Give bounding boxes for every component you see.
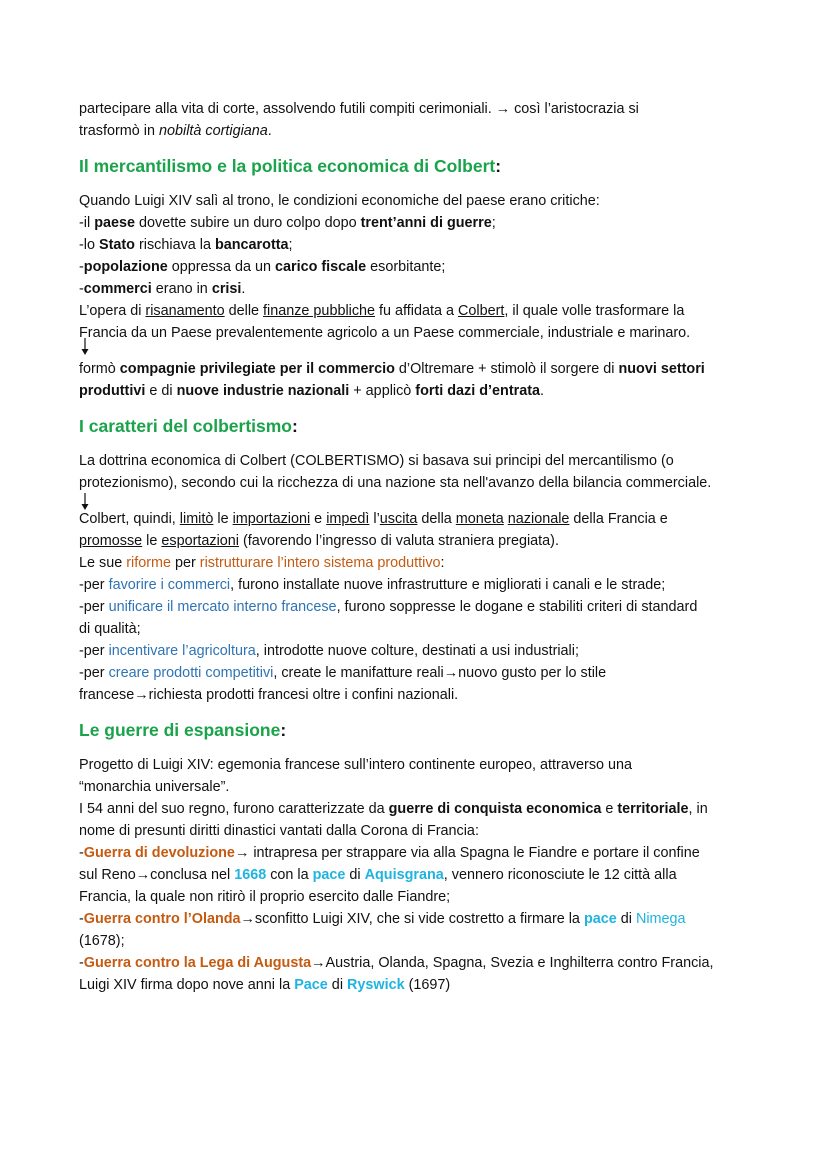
text: -lo	[79, 237, 99, 253]
text: , il quale volle trasformare la	[504, 303, 685, 319]
highlight-text: favorire i commerci	[108, 577, 231, 593]
heading-colon: :	[280, 720, 287, 740]
text: (1697)	[404, 977, 451, 993]
bold-text: bancarotta	[214, 237, 289, 253]
text: di	[345, 867, 365, 883]
text: l’	[369, 511, 380, 527]
highlight-text: incentivare l’agricoltura	[108, 643, 256, 659]
text: La dottrina economica di Colbert (COLBERTISMO) si basava sui principi del mercantilismo (o	[79, 453, 674, 469]
text: Colbert, quindi,	[79, 511, 180, 527]
text: -	[79, 845, 84, 861]
text: -per	[79, 643, 109, 659]
text: -	[79, 259, 84, 275]
colbertismo-paragraph	[79, 450, 759, 494]
text: →Austria, Olanda, Spagna, Svezia e Inghilterra contro Francia,	[311, 955, 714, 971]
text: , furono installate nuove infrastrutture e migliorati i canali e le strade;	[230, 577, 666, 593]
bold-text: Stato	[99, 237, 135, 253]
text: .	[540, 383, 545, 399]
highlight-text: ristrutturare l’intero sistema produttivo	[199, 555, 441, 571]
text: -per	[79, 599, 109, 615]
text: per	[171, 555, 200, 571]
text: sul Reno→conclusa nel	[79, 867, 235, 883]
text: d’Oltremare + stimolò il sorgere di	[394, 361, 619, 377]
underlined-text: uscita	[379, 511, 418, 527]
text: -il	[79, 215, 95, 231]
guerre-paragraph	[79, 754, 759, 996]
text: (1678);	[79, 933, 125, 949]
text: I 54 anni del suo regno, furono caratterizzate da	[79, 801, 389, 817]
intro-paragraph	[79, 98, 759, 142]
text: e	[601, 801, 618, 817]
text: ;	[288, 237, 293, 253]
war-name: Guerra contro la Lega di Augusta	[83, 955, 312, 971]
highlight-text: pace	[583, 911, 617, 927]
text: della Francia e	[569, 511, 668, 527]
text: , create le manifatture reali→nuovo gusto per lo stile	[273, 665, 607, 681]
underlined-text: impedì	[326, 511, 370, 527]
highlight-text: Ryswick	[347, 977, 405, 993]
highlight-text: Pace	[294, 977, 328, 993]
underlined-text: promosse	[79, 533, 143, 549]
text: L’opera di	[79, 303, 146, 319]
bold-text: compagnie privilegiate per il commercio	[119, 361, 395, 377]
bold-text: commerci	[83, 281, 152, 297]
highlight-text: creare prodotti competitivi	[108, 665, 274, 681]
text: fu affidata a	[375, 303, 458, 319]
text: -	[79, 955, 84, 971]
bold-text: carico fiscale	[274, 259, 367, 275]
underlined-text: finanze pubbliche	[263, 303, 376, 319]
bold-text: forti dazi d’entrata	[415, 383, 541, 399]
text: le	[213, 511, 233, 527]
text: Quando Luigi XIV salì al trono, le condizioni economiche del paese erano critiche:	[79, 193, 600, 209]
text: + applicò	[349, 383, 416, 399]
text: di	[327, 977, 348, 993]
highlight-text: Nimega	[635, 911, 686, 927]
bold-text: crisi	[211, 281, 242, 297]
heading-colon: :	[292, 416, 298, 436]
text: Francia da un Paese prevalentemente agricolo a un Paese commerciale, industriale e marinaro.	[79, 325, 691, 341]
section-heading-mercantilismo	[79, 154, 759, 178]
heading-text: I caratteri del colbertismo	[79, 416, 292, 436]
heading-text: Le guerre di espansione	[79, 720, 281, 740]
text: francese→richiesta prodotti francesi oltre i confini nazionali.	[79, 687, 459, 703]
document-page	[79, 98, 759, 996]
section-heading-guerre	[79, 718, 759, 742]
intro-text: .	[267, 123, 272, 139]
text: nome di presunti diritti dinastici vantati dalla Corona di Francia:	[79, 823, 479, 839]
text: formò	[79, 361, 120, 377]
bold-text: produttivi	[79, 383, 146, 399]
underlined-text: Colbert	[458, 303, 505, 319]
text: Le sue	[79, 555, 127, 571]
text: , vennero riconosciute le 12 città alla	[443, 867, 677, 883]
highlight-text: unificare il mercato interno francese	[108, 599, 337, 615]
text: di	[616, 911, 636, 927]
text: e di	[145, 383, 177, 399]
underlined-text: nazionale	[507, 511, 570, 527]
underlined-text: limitò	[179, 511, 214, 527]
highlight-text: 1668	[234, 867, 267, 883]
text: → intrapresa per strappare via alla Spagna le Fiandre e portare il confine	[234, 845, 700, 861]
war-name: Guerra di devoluzione	[83, 845, 235, 861]
bold-text: paese	[94, 215, 135, 231]
text: della	[417, 511, 456, 527]
intro-text: trasformò in	[79, 123, 159, 139]
highlight-text: riforme	[126, 555, 171, 571]
bold-text: guerre di conquista economica	[388, 801, 602, 817]
text: e	[310, 511, 327, 527]
text: -per	[79, 577, 109, 593]
underlined-text: esportazioni	[161, 533, 239, 549]
colbert-policies-paragraph	[79, 508, 759, 706]
intro-emphasis: nobiltà cortigiana	[158, 123, 268, 139]
highlight-text: Aquisgrana	[364, 867, 444, 883]
text: , introdotte nuove colture, destinati a usi industriali;	[255, 643, 579, 659]
text: , furono soppresse le dogane e stabiliti criteri di standard	[336, 599, 698, 615]
bold-text: nuovi settori	[618, 361, 705, 377]
text: delle	[224, 303, 264, 319]
text: -	[79, 281, 84, 297]
underlined-text: moneta	[455, 511, 504, 527]
text: →sconfitto Luigi XIV, che si vide costretto a firmare la	[240, 911, 584, 927]
text: con la	[266, 867, 313, 883]
mercantilismo-paragraph	[79, 190, 759, 344]
text: di qualità;	[79, 621, 141, 637]
underlined-text: risanamento	[145, 303, 225, 319]
text: Francia, la quale non ritirò il proprio esercito dalle Fiandre;	[79, 889, 451, 905]
section-heading-colbertismo	[79, 414, 759, 438]
text: ;	[491, 215, 496, 231]
text: oppressa da un	[167, 259, 275, 275]
bold-text: nuove industrie nazionali	[176, 383, 350, 399]
text: erano in	[151, 281, 212, 297]
text: Luigi XIV firma dopo nove anni la	[79, 977, 295, 993]
text: “monarchia universale”.	[79, 779, 230, 795]
bold-text: trent’anni di guerre	[360, 215, 492, 231]
text: rischiava la	[134, 237, 215, 253]
highlight-text: pace	[312, 867, 346, 883]
text: -per	[79, 665, 109, 681]
text: le	[142, 533, 162, 549]
colbert-actions-paragraph	[79, 358, 759, 402]
bold-text: territoriale	[617, 801, 689, 817]
bold-text: popolazione	[83, 259, 168, 275]
underlined-text: importazioni	[232, 511, 311, 527]
text: (favorendo l’ingresso di valuta straniera pregiata).	[239, 533, 559, 549]
heading-colon: :	[495, 156, 502, 176]
text: protezionismo), secondo cui la ricchezza di una nazione sta nell'avanzo della bilancia commerciale.	[79, 475, 712, 491]
text: :	[440, 555, 445, 571]
text: , in	[688, 801, 708, 817]
text: Progetto di Luigi XIV: egemonia francese sull’intero continente europeo, attraverso una	[79, 757, 633, 773]
text: -	[79, 911, 84, 927]
text: .	[241, 281, 246, 297]
war-name: Guerra contro l’Olanda	[83, 911, 241, 927]
intro-line: partecipare alla vita di corte, assolvendo futili compiti cerimoniali. → così l’aristocrazia si	[79, 101, 639, 117]
text: dovette subire un duro colpo dopo	[135, 215, 361, 231]
heading-text: Il mercantilismo e la politica economica di Colbert	[79, 156, 496, 176]
text: esorbitante;	[366, 259, 446, 275]
